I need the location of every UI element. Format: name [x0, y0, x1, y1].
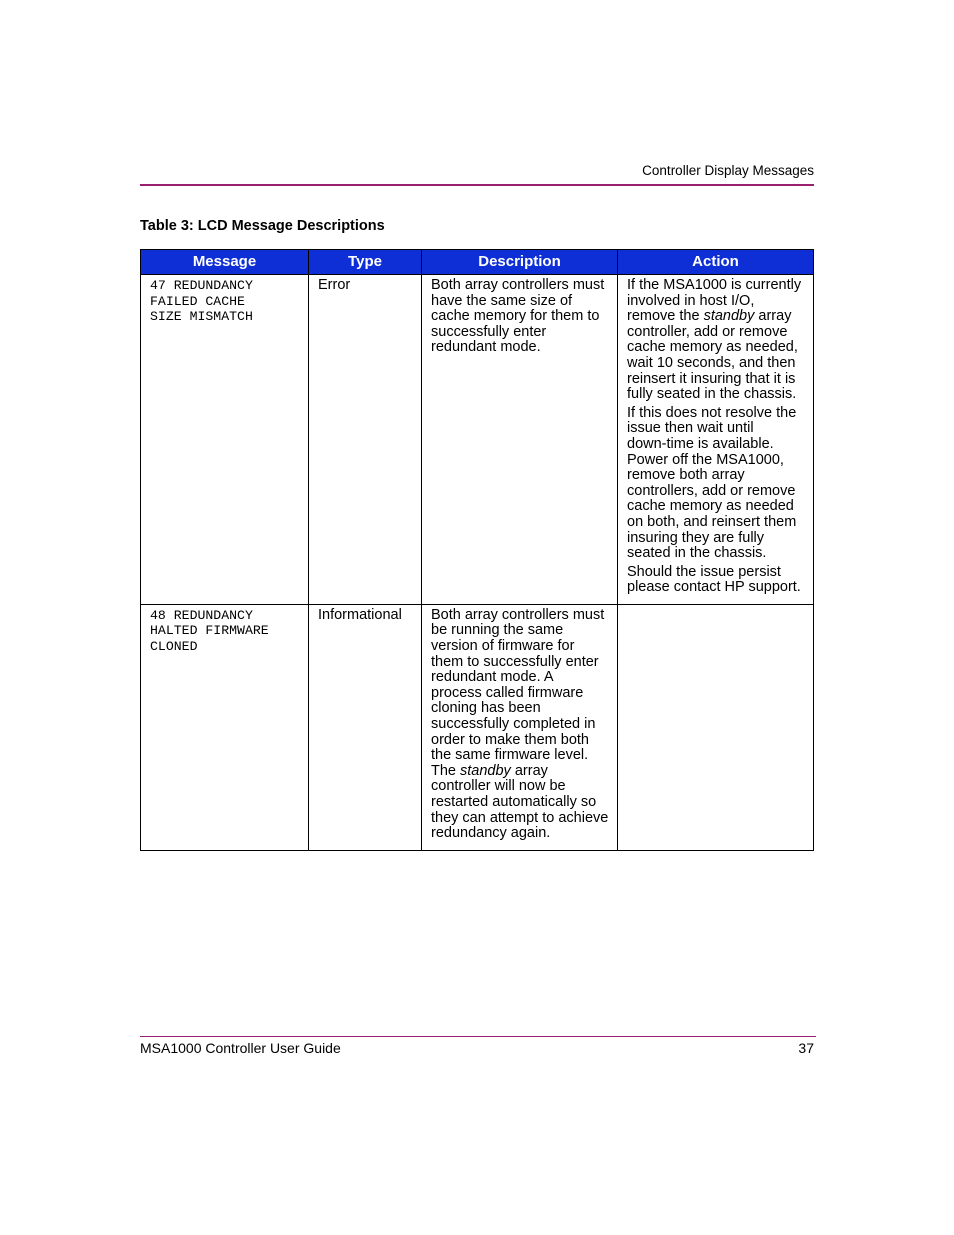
footer-guide-title: MSA1000 Controller User Guide	[140, 1040, 341, 1056]
page-number: 37	[798, 1040, 814, 1056]
lcd-message-table	[140, 249, 814, 851]
running-header: Controller Display Messages	[642, 163, 814, 178]
description-text: array controller will now be restarted automatically so they can attempt to achieve redundancy again.	[431, 762, 609, 842]
column-header-type: Type	[309, 250, 422, 275]
table-caption: Table 3: LCD Message Descriptions	[140, 218, 385, 234]
type-cell: Informational	[309, 604, 422, 850]
action-paragraph	[627, 278, 807, 403]
description-emphasis: standby	[460, 762, 511, 779]
action-cell	[618, 604, 814, 850]
message-cell: 47 REDUNDANCY FAILED CACHE SIZE MISMATCH	[141, 275, 309, 605]
column-header-description: Description	[422, 250, 618, 275]
column-header-message: Message	[141, 250, 309, 275]
header-rule	[140, 184, 814, 186]
table-header-row	[141, 250, 814, 275]
action-text: If the MSA1000 is currently involved in host I/O, remove the	[627, 277, 802, 325]
table-row	[141, 604, 814, 850]
message-cell: 48 REDUNDANCY HALTED FIRMWARE CLONED	[141, 604, 309, 850]
action-emphasis: standby	[703, 308, 755, 325]
description-cell: Both array controllers must have the same size of cache memory for them to successfully enter redundant mode.	[422, 275, 618, 605]
action-cell	[618, 275, 814, 605]
footer-rule	[140, 1036, 816, 1037]
type-cell: Error	[309, 275, 422, 605]
description-cell	[422, 604, 618, 850]
description-text: Both array controllers must be running the same version of firmware for them to successfully enter redundant mode. A process called firmware cloning has been successfully completed in order to make them both the same firmware level. The	[431, 606, 605, 779]
action-paragraph: Should the issue persist please contact HP support.	[627, 563, 801, 596]
action-text: array controller, add or remove cache memory as needed, wait 10 seconds, and then reinsert it insuring that it is fully seated in the chassis.	[627, 308, 798, 403]
column-header-action: Action	[618, 250, 814, 275]
action-paragraph: If this does not resolve the issue then wait until down-time is available. Power off the MSA1000, remove both array controllers, add or remove cache memory as needed on both, and reinsert them insuring they are fully seated in the chassis.	[627, 404, 797, 562]
table-row	[141, 275, 814, 605]
